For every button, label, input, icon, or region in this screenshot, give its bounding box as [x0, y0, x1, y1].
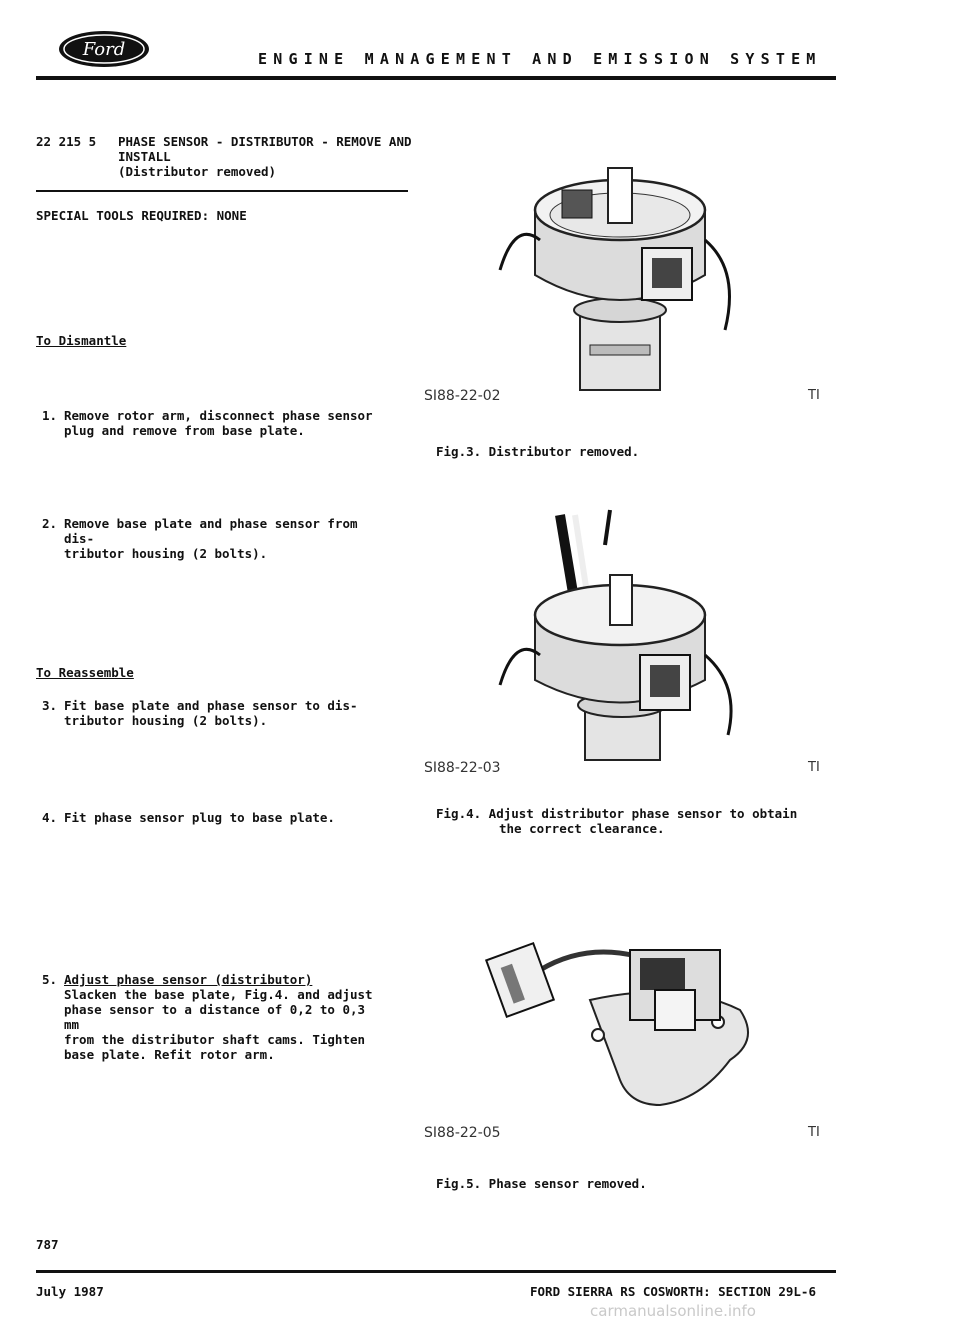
step-text: from the distributor shaft cams. Tighten	[64, 1032, 366, 1047]
figure-4-code: SI88-22-03	[424, 760, 501, 776]
step-text: tributor housing (2 bolts).	[64, 546, 268, 561]
special-tools: SPECIAL TOOLS REQUIRED: NONE	[36, 208, 247, 223]
footer-reference: FORD SIERRA RS COSWORTH: SECTION 29L-6	[530, 1284, 816, 1299]
step-text: Fit base plate and phase sensor to dis-	[64, 698, 358, 713]
section-title-line-1: PHASE SENSOR - DISTRIBUTOR - REMOVE AND	[118, 134, 412, 149]
figure-5-code: SI88-22-05	[424, 1125, 501, 1141]
step-number: 4.	[42, 810, 58, 825]
page-number: 787	[36, 1237, 59, 1252]
figure-4-caption-line-2: the correct clearance.	[499, 821, 665, 836]
step-subheading: Adjust phase sensor (distributor)	[64, 972, 313, 987]
figure-3-caption: Fig.3. Distributor removed.	[436, 444, 640, 459]
section-title-line-2: INSTALL	[118, 149, 171, 164]
page-header-title: ENGINE MANAGEMENT AND EMISSION SYSTEM	[258, 50, 822, 68]
step-text: Fit phase sensor plug to base plate.	[64, 810, 335, 825]
ford-logo	[58, 30, 150, 68]
figure-3-code: SI88-22-02	[424, 388, 501, 404]
reassemble-heading: To Reassemble	[36, 665, 134, 680]
step-number: 3.	[42, 698, 58, 713]
figure-5-phase-sensor-illustration	[480, 930, 780, 1120]
step-number: 1.	[42, 408, 58, 423]
figure-4-caption-line-1: Fig.4. Adjust distributor phase sensor to obtain	[436, 806, 798, 821]
watermark: carmanualsonline.info	[590, 1302, 756, 1320]
step-text: tributor housing (2 bolts).	[64, 713, 268, 728]
step-4	[42, 810, 392, 825]
step-text: Remove rotor arm, disconnect phase sensor	[64, 408, 373, 423]
dismantle-heading: To Dismantle	[36, 333, 127, 348]
figure-4-tag: TI	[808, 760, 820, 775]
ford-logo-text: Ford	[82, 39, 126, 60]
step-text: base plate. Refit rotor arm.	[64, 1047, 275, 1062]
step-1	[42, 408, 392, 438]
step-text: phase sensor to a distance of 0,2 to 0,3 mm	[64, 1002, 366, 1032]
footer-rule	[36, 1270, 836, 1273]
figure-5-tag: TI	[808, 1125, 820, 1140]
header-rule	[36, 76, 836, 80]
section-number: 22 215 5	[36, 134, 97, 149]
step-2	[42, 516, 392, 561]
figure-3-distributor-illustration	[480, 160, 780, 400]
step-number: 5.	[42, 972, 58, 987]
section-rule	[36, 190, 408, 192]
section-title-line-3: (Distributor removed)	[118, 164, 277, 179]
step-text: plug and remove from base plate.	[64, 423, 305, 438]
step-5	[42, 972, 392, 1062]
step-text: Slacken the base plate, Fig.4. and adjust	[64, 987, 373, 1002]
figure-4-adjustment-illustration	[480, 505, 780, 775]
section-heading	[36, 134, 412, 179]
figure-3-tag: TI	[808, 388, 820, 403]
step-text: Remove base plate and phase sensor from dis-	[64, 516, 358, 546]
figure-4-caption	[436, 806, 797, 836]
footer-date: July 1987	[36, 1284, 104, 1299]
step-number: 2.	[42, 516, 58, 531]
figure-5-caption: Fig.5. Phase sensor removed.	[436, 1176, 647, 1191]
step-3	[42, 698, 392, 728]
